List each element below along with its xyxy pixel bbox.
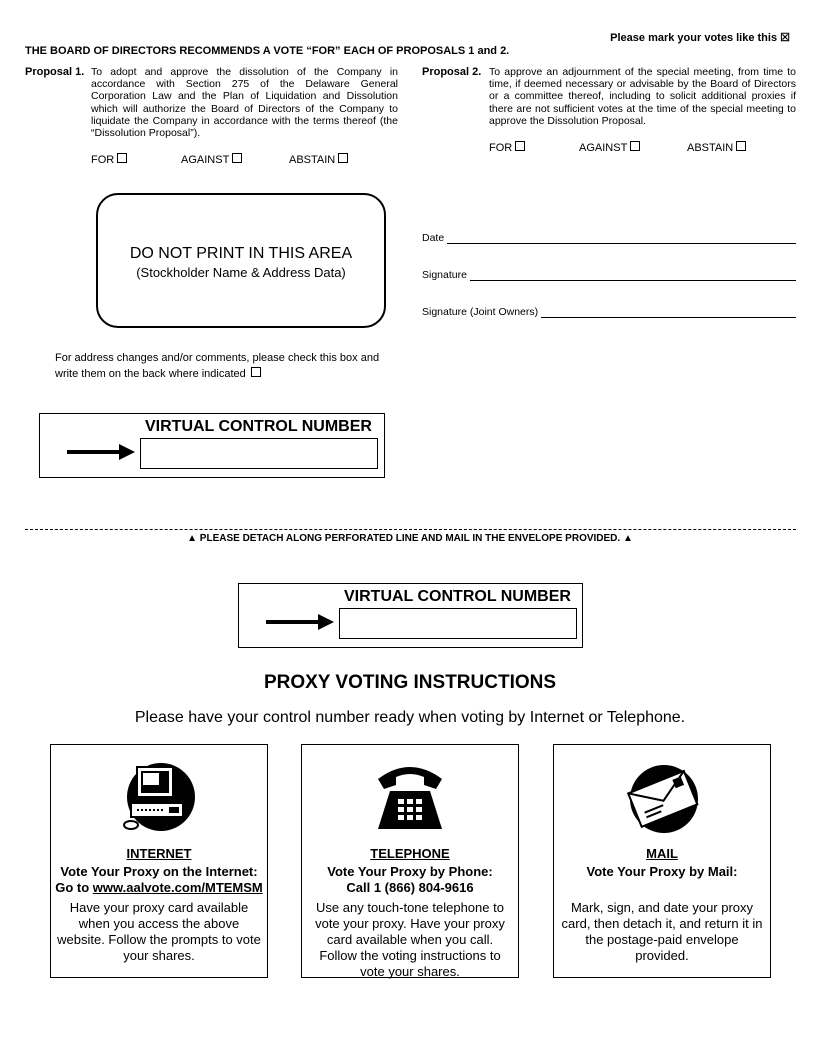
proposal-1-for[interactable]: FOR <box>91 153 127 166</box>
signature-line[interactable] <box>470 271 796 281</box>
internet-voting-card <box>50 744 268 978</box>
address-change-checkbox[interactable] <box>251 367 261 377</box>
internet-instruction: Vote Your Proxy on the Internet: Go to www.aalvote.com/MTEMSM <box>55 864 263 895</box>
proposal-2-for[interactable]: FOR <box>489 141 525 154</box>
joint-signature-line[interactable] <box>541 308 796 318</box>
phone-number: Call 1 (866) 804-9616 <box>346 880 474 895</box>
arrow-right-icon <box>266 612 336 632</box>
perforated-line <box>25 529 796 530</box>
checkbox[interactable] <box>515 141 525 151</box>
control-number-title: VIRTUAL CONTROL NUMBER <box>344 588 571 605</box>
control-number-field[interactable] <box>339 608 577 639</box>
control-number-box <box>238 583 583 648</box>
checkbox[interactable] <box>338 153 348 163</box>
proposal-2-against[interactable]: AGAINST <box>579 141 640 154</box>
arrow-right-icon <box>67 442 137 462</box>
checkbox[interactable] <box>232 153 242 163</box>
signature-field[interactable]: Signature <box>422 269 796 281</box>
do-not-print-label: DO NOT PRINT IN THIS AREA <box>129 245 353 262</box>
telephone-instruction: Vote Your Proxy by Phone: Call 1 (866) 804-9616 <box>302 864 518 896</box>
detach-instructions: ▲ PLEASE DETACH ALONG PERFORATED LINE AND MAIL IN THE ENVELOPE PROVIDED. ▲ <box>187 533 633 544</box>
internet-body: Have your proxy card available when you access the above website. Follow the prompts to vote your shares. <box>57 900 261 963</box>
control-number-box <box>39 413 385 478</box>
checkbox[interactable] <box>117 153 127 163</box>
checkbox[interactable] <box>630 141 640 151</box>
mail-instruction: Vote Your Proxy by Mail: <box>586 864 738 879</box>
telephone-icon <box>370 757 450 837</box>
telephone-voting-card <box>301 744 519 978</box>
envelope-icon <box>622 757 702 837</box>
internet-heading: INTERNET <box>126 846 192 861</box>
board-recommendation: THE BOARD OF DIRECTORS RECOMMENDS A VOTE “FOR” EACH OF PROPOSALS 1 and 2. <box>25 45 510 57</box>
stockholder-data-label: (Stockholder Name & Address Data) <box>136 265 346 280</box>
computer-icon <box>119 757 199 837</box>
proposal-1-abstain[interactable]: ABSTAIN <box>289 153 348 166</box>
joint-signature-field[interactable]: Signature (Joint Owners) <box>422 306 796 318</box>
address-change-note: For address changes and/or comments, please check this box and write them on the back where indicated <box>55 352 380 380</box>
voting-website-link[interactable]: www.aalvote.com/MTEMSM <box>92 880 263 895</box>
telephone-body: Use any touch-tone telephone to vote your proxy. Have your proxy card available when you call. Follow the voting instructions to vote your shares. <box>315 900 505 979</box>
mail-voting-card <box>553 744 771 978</box>
proxy-voting-subtitle: Please have your control number ready when voting by Internet or Telephone. <box>134 709 686 726</box>
proposal-1-against[interactable]: AGAINST <box>181 153 242 166</box>
control-number-title: VIRTUAL CONTROL NUMBER <box>145 418 372 435</box>
proposal-2-text: To approve an adjournment of the special meeting, from time to time, if deemed necessary or advisable by the Board of Directors or a committee thereof, including to solicit additional proxies if there are not sufficient votes at the time of the special meeting to approve the Dissolution Proposal. <box>489 66 796 127</box>
stockholder-address-area <box>96 193 386 328</box>
proposal-2-label: Proposal 2. <box>422 66 482 78</box>
proposal-1-label: Proposal 1. <box>25 66 85 78</box>
proxy-voting-title: PROXY VOTING INSTRUCTIONS <box>263 672 557 693</box>
control-number-field[interactable] <box>140 438 378 469</box>
mail-heading: MAIL <box>646 846 678 861</box>
proposal-1-text: To adopt and approve the dissolution of the Company in accordance with Section 275 of the Delaware General Corporation Law and the Plan of Liquidation and Dissolution which will authorize the Board of Directors of the Company to liquidate the Company in accordance with the terms thereof (the “Dissolution Proposal”). <box>91 66 398 140</box>
mark-votes-note: Please mark your votes like this ☒ <box>610 32 790 44</box>
telephone-heading: TELEPHONE <box>370 846 450 861</box>
checkbox[interactable] <box>736 141 746 151</box>
proposal-2-abstain[interactable]: ABSTAIN <box>687 141 746 154</box>
date-line[interactable] <box>447 234 796 244</box>
date-field[interactable]: Date <box>422 232 796 244</box>
mail-body: Mark, sign, and date your proxy card, then detach it, and return it in the postage-paid envelope provided. <box>561 900 763 963</box>
